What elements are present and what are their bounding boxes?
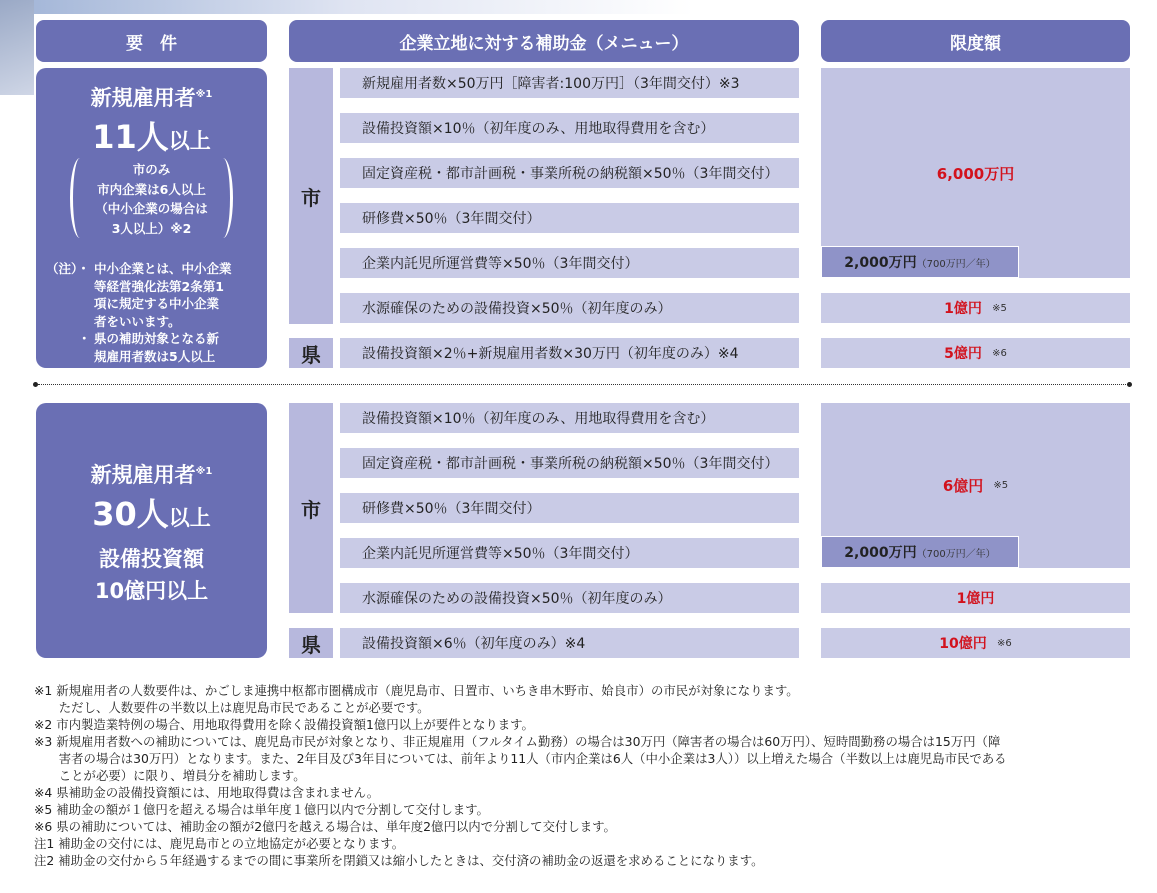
city-label-2: 市 [289,403,333,613]
footnote-line: ※6 県の補助については、補助金の額が2億円を越える場合は、単年度2億円以内で分割して交付します。 [34,819,616,834]
footnotes [34,682,1149,869]
limit-pref-note-2: ※6 [996,637,1012,649]
req1-paren-line: 市のみ [132,162,171,177]
section-separator [38,384,1128,385]
req2-capex: 設備投資額 [99,547,204,571]
menu-item-employees: 新規雇用者数×50万円［障害者:100万円］（3年間交付）※3 [340,68,799,98]
req1-new-employees: 新規雇用者 [90,86,196,110]
footnote-line: ※2 市内製造業特例の場合、用地取得費用を除く設備投資額1億円以上が要件となります。 [34,717,534,732]
req1-count-suffix: 以上 [168,129,211,153]
footnote-line: ※3 新規雇用者数への補助については、鹿児島市民が対象となり、非正規雇用（フルタイム勤務）の場合は30万円（障害者の場合は60万円）、短時間勤務の場合は15万円（障 [34,734,1001,749]
menu-item-training: 研修費×50％（3年間交付） [340,493,799,523]
limit-water-box-1 [821,293,1130,323]
req1-paren-line: 市内企業は6人以上 [97,181,206,197]
req2-new-employees: 新規雇用者 [90,463,196,487]
limit-childcare-box-2 [821,536,1019,568]
menu-item-tax: 固定資産税・都市計画税・事業所税の納税額×50％（3年間交付） [340,448,799,478]
menu-item-pref: 設備投資額×2％+新規雇用者数×30万円（初年度のみ）※4 [340,338,799,368]
limit-childcare-note-1: （700万円／年） [916,258,996,270]
note1-line: 等経営強化法第2条第1 [94,278,224,294]
req2-count: 30人 [92,495,169,533]
header-menu: 企業立地に対する補助金（メニュー） [289,20,799,62]
menu-item-training: 研修費×50％（3年間交付） [340,203,799,233]
pref-label-1: 県 [289,338,333,368]
separator-dot-right [1127,382,1132,387]
footnote-line: 害者の場合は30万円）となります。また、2年目及び3年目については、前年より11人（市内企業は6人（中小企業は3人））以上増えた場合（半数以上は鹿児島市民である [34,751,1007,766]
footnote-line: 注2 補助金の交付から５年経過するまでの間に事業所を閉鎖又は縮小したときは、交付済の補助金の返還を求めることになります。 [34,853,764,868]
limit-pref-1: 5億円 [944,346,982,362]
req1-mark: ※1 [195,89,213,100]
top-left-photo [0,0,34,95]
footnote-line: ただし、人数要件の半数以上は鹿児島市民であることが必要です。 [34,700,430,715]
req1-count: 11人 [92,118,169,156]
limit-childcare-box-1 [821,246,1019,278]
limit-childcare-1: 2,000万円 [844,255,917,271]
city-label-1: 市 [289,68,333,324]
note2-line: 規雇用者数は5人以上 [94,348,216,364]
footnote-line: ことが必要）に限り、増員分を補助します。 [34,768,306,783]
limit-pref-box-1 [821,338,1130,368]
menu-item-childcare: 企業内託児所運営費等×50％（3年間交付） [340,248,799,278]
footnote-line: 注1 補助金の交付には、鹿児島市との立地協定が必要となります。 [34,836,405,851]
footnote-line: ※1 新規雇用者の人数要件は、かごしま連携中枢都市圏構成市（鹿児島市、日置市、いちき串木野市、姶良市）の市民が対象になります。 [34,683,799,698]
note1-line: 者をいいます。 [94,313,181,329]
note2-line: 県の補助対象となる新 [94,331,220,346]
limit-water-note-1: ※5 [992,302,1007,314]
top-decoration [0,0,1157,14]
menu-item-pref: 設備投資額×6％（初年度のみ）※4 [340,628,799,658]
limit-main-2: 6億円 [942,477,984,495]
footnote-line: ※5 補助金の額が１億円を超える場合は単年度１億円以内で分割して交付します。 [34,802,489,817]
limit-main-note-2: ※5 [993,480,1009,491]
limit-water-box-2 [821,583,1130,613]
menu-item-water: 水源確保のための設備投資×50％（初年度のみ） [340,293,799,323]
requirement-box-1 [36,68,267,368]
menu-item-childcare: 企業内託児所運営費等×50％（3年間交付） [340,538,799,568]
note1-line: 項に規定する中小企業 [94,296,220,311]
requirement-box-2 [36,403,267,658]
note-label: （注）・ [46,261,90,276]
req2-mark: ※1 [195,466,213,477]
pref-label-2: 県 [289,628,333,658]
header-requirements: 要 件 [36,20,267,62]
note2-bullet: ・ [78,331,91,346]
menu-item-tax: 固定資産税・都市計画税・事業所税の納税額×50％（3年間交付） [340,158,799,188]
limit-main-1: 6,000万円 [936,164,1015,183]
req1-paren-line: 3人以上）※2 [111,220,192,236]
note1-line: 中小企業とは、中小企業 [94,261,232,276]
menu-item-water: 水源確保のための設備投資×50％（初年度のみ） [340,583,799,613]
footnote-line: ※4 県補助金の設備投資額には、用地取得費は含まれません。 [34,785,380,800]
limit-childcare-2: 2,000万円 [844,545,917,561]
limit-pref-box-2 [821,628,1130,658]
limit-pref-2: 10億円 [939,636,987,652]
menu-item-capex: 設備投資額×10％（初年度のみ、用地取得費用を含む） [340,403,799,433]
req2-count-suffix: 以上 [168,506,211,530]
req1-paren-line: （中小企業の場合は [95,201,208,216]
limit-childcare-note-2: （700万円／年） [916,548,996,560]
req2-capex-amount: 10億円以上 [94,579,209,603]
limit-water-2: 1億円 [956,591,995,607]
header-limit: 限度額 [821,20,1130,62]
limit-pref-note-1: ※6 [992,347,1007,359]
limit-water-1: 1億円 [944,301,982,317]
menu-item-capex: 設備投資額×10％（初年度のみ、用地取得費用を含む） [340,113,799,143]
